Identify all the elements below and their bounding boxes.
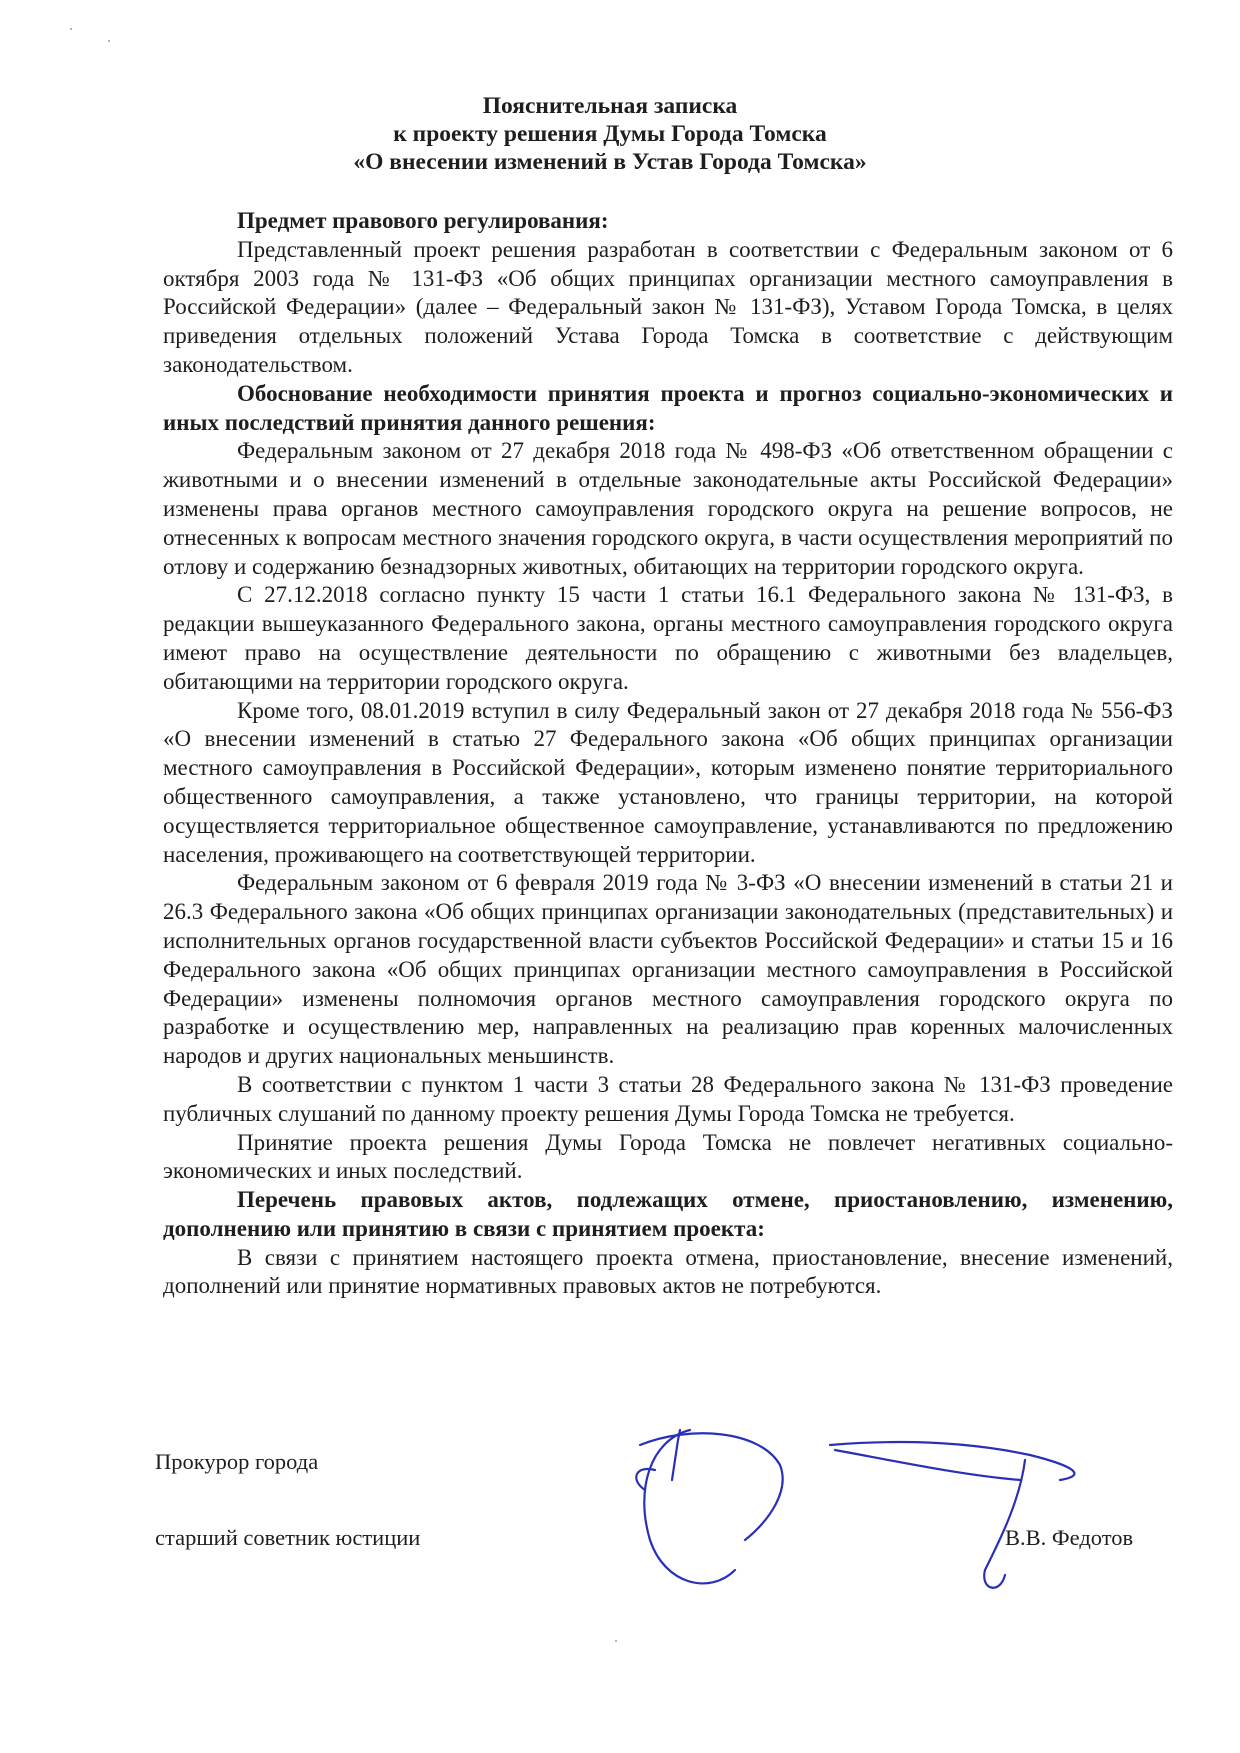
justification-heading: Обоснование необходимости принятия проекта и прогноз социально-экономических и иных последствий принятия данного решения: [163,380,1173,435]
subject-heading: Предмет правового регулирования: [237,208,609,233]
title-line-1: Пояснительная записка [482,93,738,119]
title-line-3: «О внесении изменений в Устав Города Томска» [353,149,867,175]
signatory-name: В.В. Федотов [1005,1525,1134,1550]
signature-stroke-1 [644,1430,735,1583]
handwritten-signature [630,1420,1170,1620]
scan-speck [615,1640,617,1642]
signature-stroke-5 [830,1442,1074,1480]
subject-text: Представленный проект решения разработан в соответствии с Федеральным законом от 6 октября 2003 года № 131-ФЗ «Об общих принципах организации местного самоуправления в Российской Федерации» (далее – Федеральный закон № 131-ФЗ), Уставом Города Томска, в целях приведения отдельных положений Устава Города Томска в соответствие с действующим законодательством. [163,236,1173,377]
title-line-2: к проекту решения Думы Города Томска [393,121,827,147]
acts-heading: Перечень правовых актов, подлежащих отмене, приостановлению, изменению, дополнению или принятию в связи с принятием проекта: [163,1187,1173,1241]
signatory-position: Прокурор города [155,1449,319,1474]
justification-paragraph-1: Федеральным законом от 27 декабря 2018 года № 498-ФЗ «Об ответственном обращении с животными и о внесении изменений в отдельные законодательные акты Российской Федерации» изменены права органов местного самоуправления городского округа на решение вопросов, не отнесенных к вопросам местного значения городского округа, в части осуществления мероприятий по отлову и содержанию безнадзорных животных, обитающих на территории городского округа. [163,438,1173,579]
justification-paragraph-5: В соответствии с пунктом 1 части 3 статьи 28 Федерального закона № 131-ФЗ проведение публичных слушаний по данному проекту решения Думы Города Томска не требуется. [163,1071,1173,1126]
scan-speck [70,28,72,30]
signature-stroke-6 [835,1450,1020,1480]
document-title [0,92,1240,176]
document-body [163,207,1173,1301]
justification-paragraph-3: Кроме того, 08.01.2019 вступил в силу Федеральный закон от 27 декабря 2018 года № 556-ФЗ «О внесении изменений в статью 27 Федерального закона «Об общих принципах организации местного самоуправления в Российской Федерации», которым изменено понятие территориального общественного самоуправления, а также установлено, что границы территории, на которой осуществляется территориальное общественное самоуправление, устанавливаются по предложению населения, проживающего на соответствующей территории. [163,697,1173,867]
scan-speck [108,40,110,42]
justification-paragraph-2: С 27.12.2018 согласно пункту 15 части 1 статьи 16.1 Федерального закона № 131-ФЗ, в редакции вышеуказанного Федерального закона, органы местного самоуправления городского округа имеют право на осуществление деятельности по обращению с животными без владельцев, обитающими на территории городского округа. [163,582,1173,694]
justification-paragraph-4: Федеральным законом от 6 февраля 2019 года № 3-ФЗ «О внесении изменений в статьи 21 и 26.3 Федерального закона «Об общих принципах организации законодательных (представительных) и исполнительных органов государственной власти субъектов Российской Федерации» и статьи 15 и 16 Федерального закона «Об общих принципах организации местного самоуправления в Российской Федерации» изменены полномочия органов местного самоуправления городского округа по разработке и осуществлению мер, направленных на реализацию прав коренных малочисленных народов и других национальных меньшинств. [163,870,1173,1069]
signatory-rank: старший советник юстиции [155,1525,421,1550]
acts-text: В связи с принятием настоящего проекта отмена, приостановление, внесение изменений, дополнений или принятие нормативных правовых актов не потребуются. [163,1244,1173,1299]
justification-paragraph-6: Принятие проекта решения Думы Города Томска не повлечет негативных социально-экономических и иных последствий. [163,1129,1173,1184]
